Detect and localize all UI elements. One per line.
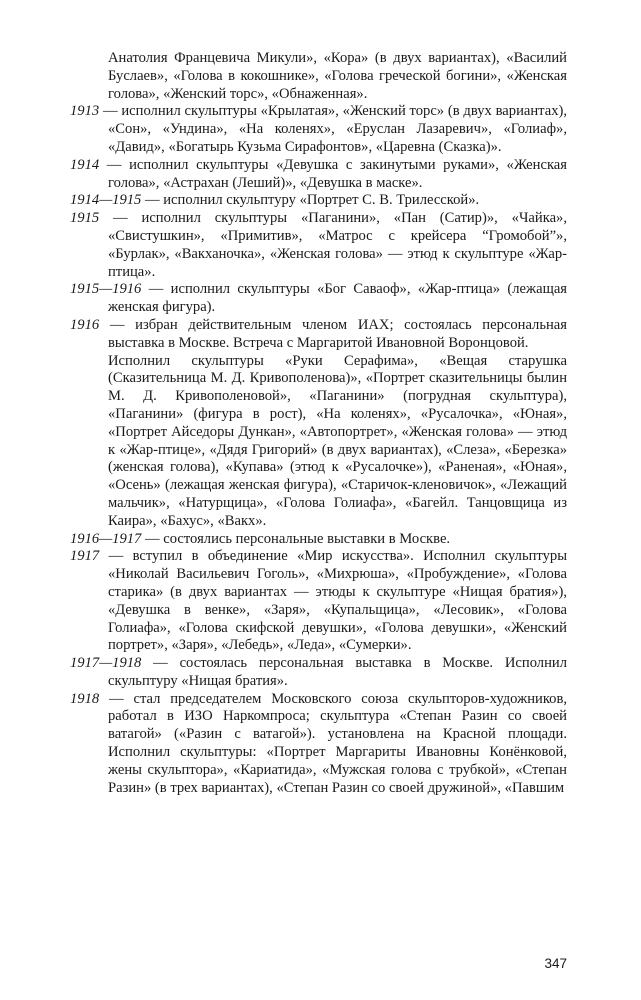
entry-year: 1913 [70, 103, 100, 120]
entry-year: 1918 [70, 690, 100, 707]
entry-text: состоялась персональная выставка в Москве. Исполнил скульптуру «Нищая братия». [108, 655, 567, 689]
entry-text: стал председателем Московского союза скульпторов-художников, работал в ИЗО Наркомпроса; скульптура «Степан Разин со своей ватагой» («Разин с ватагой»). установлена на Красной площади. Исполнил скульптуры: «Портрет Маргариты Ивановны Конёнковой, жены скульптора», «Кариатида», «Мужская голова с трубкой», «Степан Разин» (в трех вариантах), «Степан Разин со своей дружиной», «Павшим [108, 690, 568, 796]
chronology-entry-1914: 1914 — исполнил скульптуры «Девушка с закинутыми руками», «Женская голова», «Астрахан (Леший)», «Девушка в маске». [70, 156, 567, 191]
entry-text: избран действительным членом ИАХ; состоялась персональная выставка в Москве. Встреча с Маргаритой Ивановной Воронцовой. [108, 316, 567, 351]
entry-year: 1915 [70, 210, 100, 227]
entry-year: 1914—1915 [70, 192, 142, 209]
chronology-entry-1917: 1917 — вступил в объединение «Мир искусства». Исполнил скульптуры «Николай Васильевич Гоголь», «Михрюша», «Пробуждение», «Голова старика» (в двух вариантах — этюды к скульптуре «Нищая братия»), «Девушка в венке», «Заря», «Купальщица», «Лесовик», «Голова Голиафа», «Голова скифской девушки», «Голова девушки», «Женский портрет», «Заря», «Лебедь», «Леда», «Сумерки». [70, 548, 568, 654]
entry-text: исполнил скульптуры «Бог Саваоф», «Жар-птица» (лежащая женская фигура). [108, 281, 568, 316]
chronology-entry-1915: 1915 — исполнил скульптуры «Паганини», «Пан (Сатир)», «Чайка», «Свистушкин», «Примитив», «Матрос с крейсера “Громобой”», «Бурлак», «Вакханочка», «Женская голова» — этюд к скульптуре «Жар-птица». [70, 210, 568, 280]
chronology-entry-1917-1918: 1917—1918 — состоялась персональная выставка в Москве. Исполнил скульптуру «Нищая братия». [70, 655, 567, 689]
entry-text: исполнил скульптуры «Паганини», «Пан (Сатир)», «Чайка», «Свистушкин», «Примитив», «Матрос с крейсера “Громобой”», «Бурлак», «Вакханочка», «Женская голова» — этюд к скульптуре «Жар-птица». [108, 210, 568, 280]
entry-text: вступил в объединение «Мир искусства». Исполнил скульптуры «Николай Васильевич Гоголь», «Михрюша», «Пробуждение», «Голова старика» (в двух вариантах — этюды к скульптуре «Нищая братия»), «Девушка в венке», «Заря», «Купальщица», «Лесовик», «Голова Голиафа», «Голова скифской девушки», «Голова девушки», «Женский портрет», «Заря», «Лебедь», «Леда», «Сумерки». [108, 548, 568, 654]
chronology-entry-1916: 1916 — избран действительным членом ИАХ; состоялась персональная выставка в Москве. Встреча с Маргаритой Ивановной Воронцовой. [70, 316, 567, 351]
entry-year: 1917 [70, 548, 100, 565]
chronology-entry-1916-1917: 1916—1917 — состоялись персональные выставки в Москве. [70, 530, 451, 547]
entry-year: 1916 [70, 316, 100, 333]
entry-year: 1917—1918 [70, 655, 142, 672]
intro-paragraph [70, 50, 567, 103]
page-number: 347 [544, 956, 567, 971]
entry-year: 1914 [70, 156, 100, 173]
chronology-entry-1918: 1918 — стал председателем Московского союза скульпторов-художников, работал в ИЗО Наркомпроса; скульптура «Степан Разин со своей ватагой» («Разин с ватагой»). установлена на Красной площади. Исполнил скульптуры: «Портрет Маргариты Ивановны Конёнковой, жены скульптора», «Кариатида», «Мужская голова с трубкой», «Степан Разин» (в трех вариантах), «Степан Разин со своей дружиной», «Павшим [70, 690, 568, 796]
document-page [70, 50, 567, 980]
works-1916-paragraph [70, 353, 567, 531]
entry-text: исполнил скульптуры «Крылатая», «Женский торс» (в двух вариантах), «Сон», «Ундина», «На коленях», «Еруслан Лазаревич», «Голиаф», «Давид», «Богатырь Кузьма Сирафонтов», «Царевна (Сказка)». [108, 103, 568, 155]
intro-text: Анатолия Францевича Микули», «Кора» (в двух вариантах), «Василий Буслаев», «Голова в кокошнике», «Голова греческой богини», «Женская голова», «Женский торс», «Обнаженная». [108, 50, 567, 102]
entry-text: состоялись персональные выставки в Москве. [163, 530, 451, 547]
entry-year: 1916—1917 [70, 530, 142, 547]
chronology-entry-1913: 1913 — исполнил скульптуры «Крылатая», «Женский торс» (в двух вариантах), «Сон», «Ундина», «На коленях», «Еруслан Лазаревич», «Голиаф», «Давид», «Богатырь Кузьма Сирафонтов», «Царевна (Сказка)». [70, 103, 568, 155]
chronology-entry-1914-1915: 1914—1915 — исполнил скульптуру «Портрет С. В. Трилесской». [70, 192, 480, 209]
entry-text: исполнил скульптуру «Портрет С. В. Трилесской». [163, 192, 480, 209]
works-1916-text: Исполнил скульптуры «Руки Серафима», «Вещая старушка (Сказительница М. Д. Кривополенова)», «Портрет сказительницы былин М. Д. Кривополеновой», «Паганини» (погрудная скульптура), «Паганини» (фигура в рост), «На коленях», «Русалочка», «Юная», «Портрет Айседоры Дункан», «Автопортрет», «Женская голова» — этюд к «Жар-птице», «Дядя Григорий» (в двух вариантах), «Слеза», «Березка» (женская голова), «Купава» (этюд к «Русалочке»), «Раненая», «Юная», «Осень» (лежащая женская фигура), «Старичок-кленовичок», «Лежащий мальчик», «Натурщица», «Голова Голиафа», «Багейл. Танцовщица из Каира», «Бахус», «Вакх». [108, 352, 567, 529]
entry-year: 1915—1916 [70, 281, 142, 298]
entry-text: исполнил скульптуры «Девушка с закинутыми руками», «Женская голова», «Астрахан (Леший)», «Девушка в маске». [108, 156, 567, 191]
chronology-entry-1915-1916: 1915—1916 — исполнил скульптуры «Бог Саваоф», «Жар-птица» (лежащая женская фигура). [70, 281, 568, 316]
